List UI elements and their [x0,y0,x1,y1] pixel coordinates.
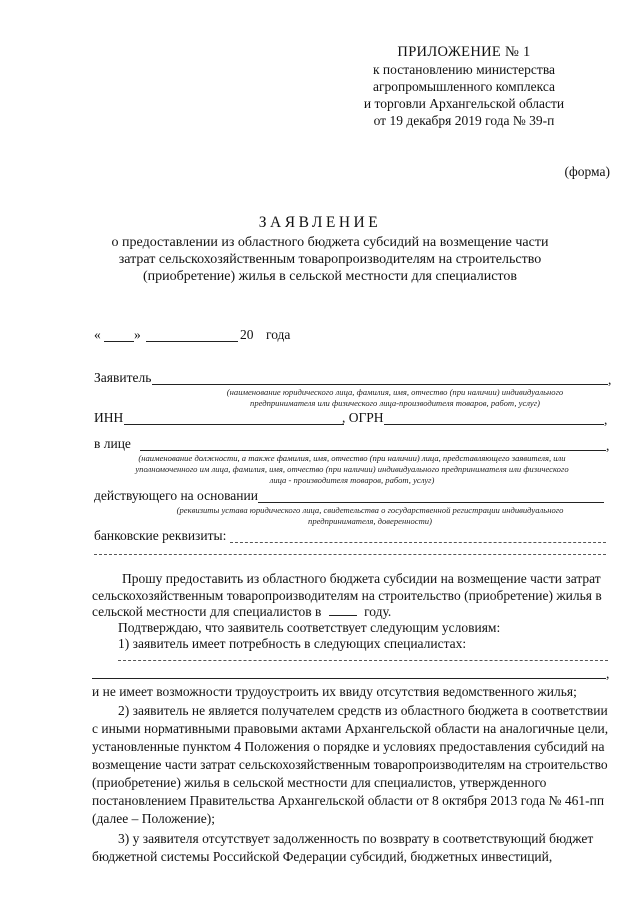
request-line-3-prefix: сельской местности для специалистов в [92,604,322,619]
document-title: ЗАЯВЛЕНИЕ [258,214,382,231]
applicant-label: Заявитель [94,370,152,385]
ogrn-comma: , [604,412,608,427]
appendix-header [344,44,584,129]
appendix-date: от 19 декабря 2019 года № 39-п [373,113,555,128]
appendix-line-2: к постановлению министерства [372,62,556,77]
specialists-comma: , [606,666,610,681]
basis-label: действующего на основании [94,488,258,503]
condition-3-line-1: 3) у заявителя отсутствует задолженность по возврату в соответствующий бюджет [118,831,594,846]
condition-2-line-1: 2) заявитель не является получателем средств из областного бюджета в соответствии [118,703,608,718]
date-quote-close: » [134,327,141,342]
condition-2-line-2: с иными нормативными правовыми актами Архангельской области на аналогичные цели, [92,721,609,736]
applicant-comma: , [608,372,612,387]
condition-2-line-3: установленные пунктом 4 Положения о порядке и условиях предоставления субсидий на [92,739,605,754]
represented-caption-line-2: уполномоченного им лица, фамилия, имя, отчество (при наличии) индивидуального предпринимателя или физического [135,464,569,474]
request-year-field[interactable] [329,615,357,616]
date-month-field[interactable] [146,341,238,342]
applicant-caption-line-2: предпринимателя или физического лица-производителя товаров, работ, услуг) [250,398,540,408]
bank-field[interactable] [230,542,606,543]
applicant-caption [180,387,610,409]
date-year-prefix: 20 [240,327,254,342]
basis-caption-line-1: (реквизиты устава юридического лица, свидетельства о государственной регистрации индивидуального [176,505,564,515]
represented-field[interactable] [140,450,606,451]
condition-1-tail: и не имеет возможности трудоустроить их ввиду отсутствия ведомственного жилья; [92,684,577,699]
subtitle-line-1: о предоставлении из областного бюджета субсидий на возмещение части [111,235,549,250]
basis-field[interactable] [258,502,604,503]
inn-label: ИНН [94,410,124,425]
represented-caption-line-1: (наименование должности, а также фамилия, имя, отчество (при наличии) лица, представляющего заявителя, или [138,453,566,463]
request-line-1: Прошу предоставить из областного бюджета субсидии на возмещение части затрат [122,571,601,586]
request-line-3-suffix: году. [364,604,392,619]
specialists-field-2[interactable] [92,678,606,679]
specialists-field-1[interactable] [118,660,608,661]
inn-field[interactable] [124,424,344,425]
condition-2-line-4: возмещение части затрат сельскохозяйственным товаропроизводителям на строительство [92,757,608,772]
appendix-number: ПРИЛОЖЕНИЕ № 1 [397,44,531,60]
basis-caption [120,505,620,527]
bank-field-line-2[interactable] [94,554,606,555]
subtitle-line-2: затрат сельскохозяйственным товаропроизводителям на строительство [118,252,542,267]
document-subtitle [70,234,590,285]
ogrn-label: , ОГРН [342,410,384,425]
basis-caption-line-2: предпринимателя, доверенности) [308,516,432,526]
request-line-3 [92,604,391,620]
condition-2-line-5: (приобретение) жилья в сельской местности для специалистов, утвержденного [92,775,547,790]
date-quote-open: « [94,327,101,342]
appendix-line-3: агропромышленного комплекса [373,79,555,94]
appendix-line-4: и торговли Архангельской области [363,96,565,111]
applicant-field[interactable] [152,384,608,385]
represented-comma: , [606,438,610,453]
condition-3-line-2: бюджетной системы Российской Федерации субсидий, бюджетных инвестиций, [92,849,553,864]
condition-1-text: 1) заявитель имеет потребность в следующих специалистах: [118,636,467,651]
represented-caption [82,453,622,486]
subtitle-line-3: (приобретение) жилья в сельской местности для специалистов [143,269,517,284]
represented-label: в лице [94,436,131,451]
condition-2-line-6: постановлением Правительства Архангельской области от 8 октября 2013 года № 461-пп [92,793,605,808]
bank-label: банковские реквизиты: [94,528,227,543]
request-line-2: сельскохозяйственным товаропроизводителям на строительство (приобретение) жилья в [92,588,602,603]
date-year-suffix: года [266,327,291,342]
ogrn-field[interactable] [384,424,604,425]
date-day-field[interactable] [104,341,134,342]
represented-caption-line-3: лица - производителя товаров, работ, услуг) [269,475,435,485]
applicant-caption-line-1: (наименование юридического лица, фамилия, имя, отчество (при наличии) индивидуального [226,387,564,397]
confirm-text: Подтверждаю, что заявитель соответствует следующим условиям: [118,620,501,635]
condition-2-line-7: (далее – Положение); [92,811,215,826]
form-label: (форма) [564,164,610,179]
